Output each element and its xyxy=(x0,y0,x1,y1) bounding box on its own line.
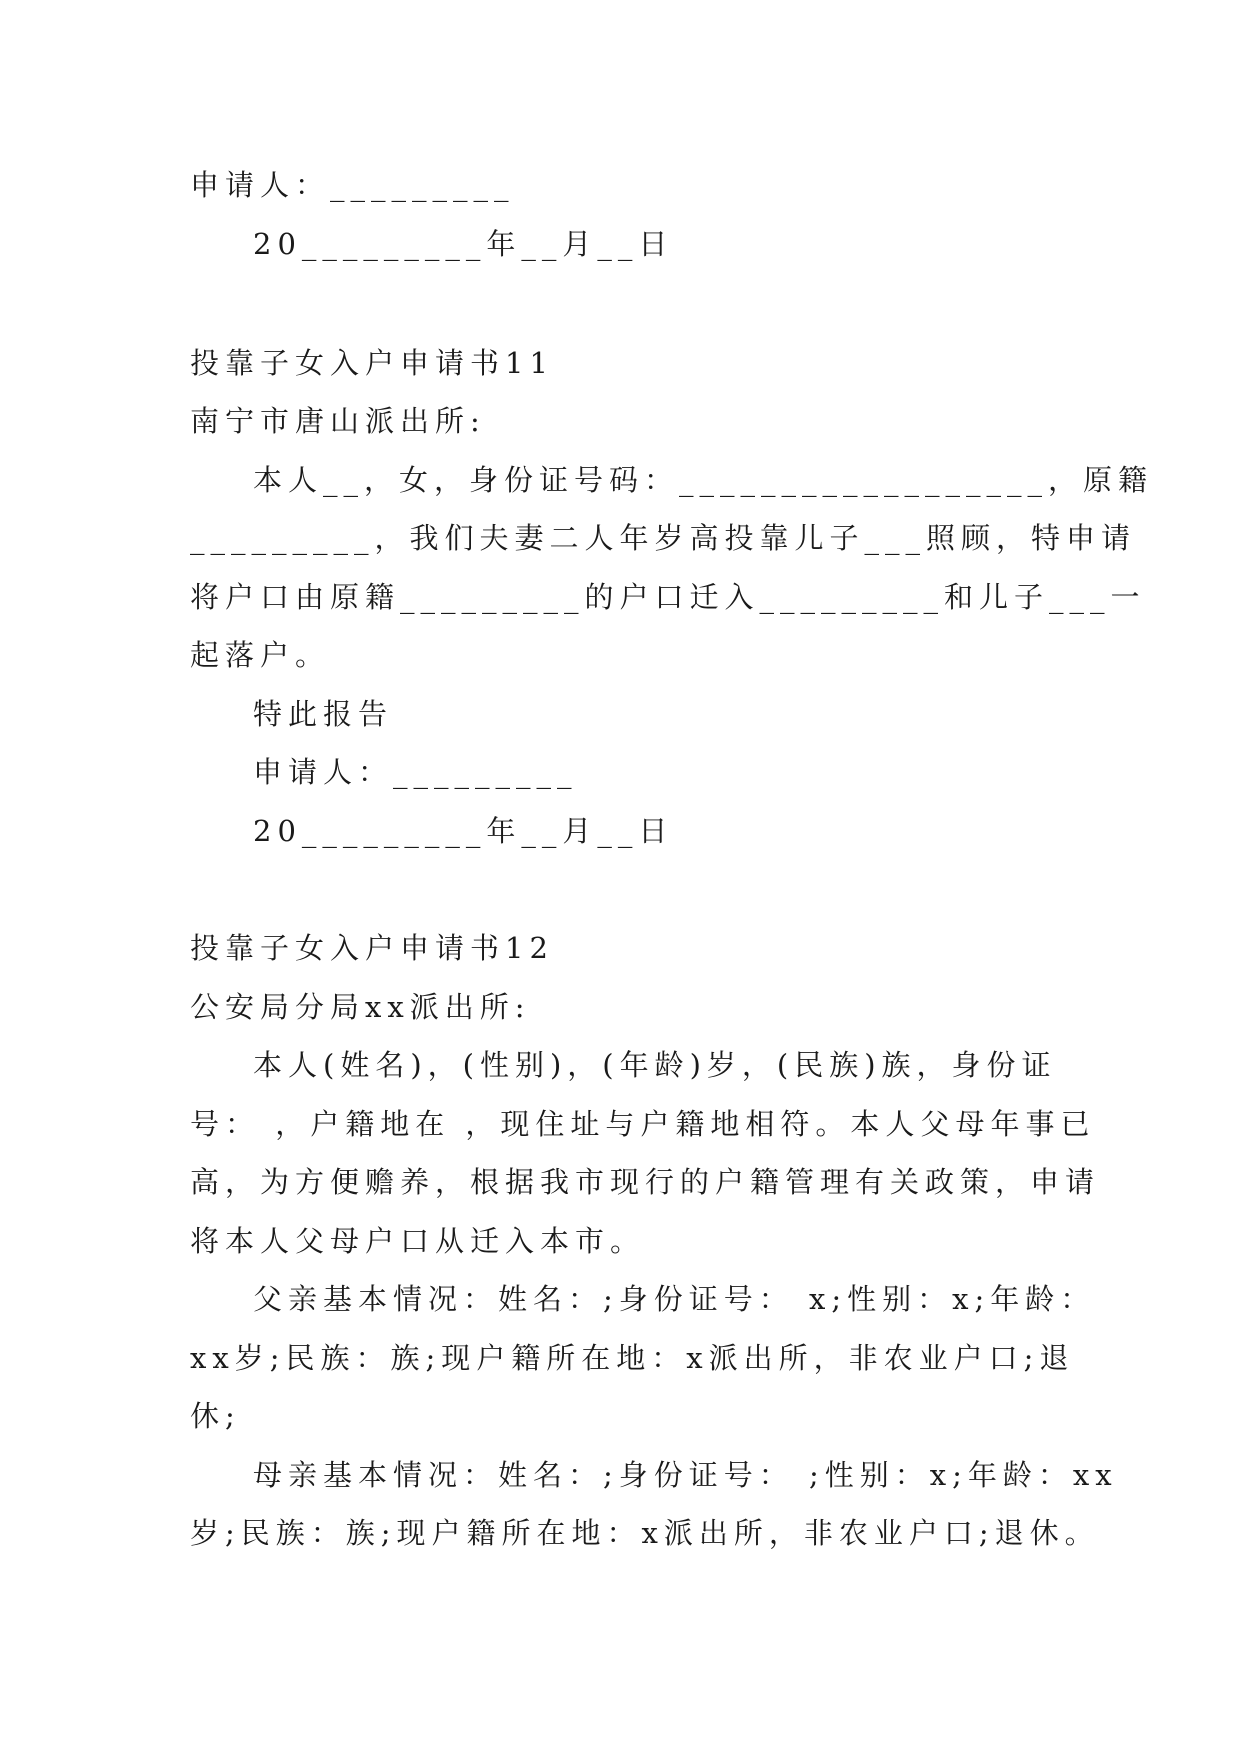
mother-info-line: 岁;民族：族;现户籍所在地：x派出所，非农业户口;退休。 xyxy=(190,1516,1100,1550)
body-paragraph-line: 将本人父母户口从迁入本市。 xyxy=(190,1224,646,1258)
section-title-11: 投靠子女入户申请书11 xyxy=(190,346,554,380)
body-paragraph-line: 号： ，户籍地在 ，现住址与户籍地相符。本人父母年事已 xyxy=(190,1107,1096,1141)
body-paragraph-line: 将户口由原籍_________的户口迁入_________和儿子___一 xyxy=(190,580,1146,614)
applicant-signature-line: 申请人：_________ xyxy=(253,755,578,789)
closing-line: 特此报告 xyxy=(253,697,394,731)
body-paragraph-line: _________，我们夫妻二人年岁高投靠儿子___照顾，特申请 xyxy=(190,521,1137,555)
father-info-line: xx岁;民族：族;现户籍所在地：x派出所，非农业户口;退 xyxy=(190,1341,1075,1375)
applicant-signature-line: 申请人：_________ xyxy=(190,168,515,202)
section-title-12: 投靠子女入户申请书12 xyxy=(190,931,554,965)
mother-info-line: 母亲基本情况：姓名：;身份证号： ;性别：x;年龄：xx xyxy=(253,1458,1118,1492)
father-info-line: 父亲基本情况：姓名：;身份证号： x;性别：x;年龄： xyxy=(253,1282,1096,1316)
body-paragraph-line: 起落户。 xyxy=(190,638,331,672)
date-line: 20_________年__月__日 xyxy=(253,227,674,261)
recipient-line: 公安局分局xx派出所: xyxy=(190,990,531,1024)
recipient-line: 南宁市唐山派出所: xyxy=(190,404,486,438)
body-paragraph-line: 本人(姓名)，(性别)，(年龄)岁，(民族)族，身份证 xyxy=(253,1048,1057,1082)
body-paragraph-line: 本人__，女，身份证号码：__________________，原籍 xyxy=(253,463,1154,497)
father-info-line: 休; xyxy=(190,1399,241,1433)
body-paragraph-line: 高，为方便赡养，根据我市现行的户籍管理有关政策，申请 xyxy=(190,1165,1101,1199)
date-line: 20_________年__月__日 xyxy=(253,814,674,848)
